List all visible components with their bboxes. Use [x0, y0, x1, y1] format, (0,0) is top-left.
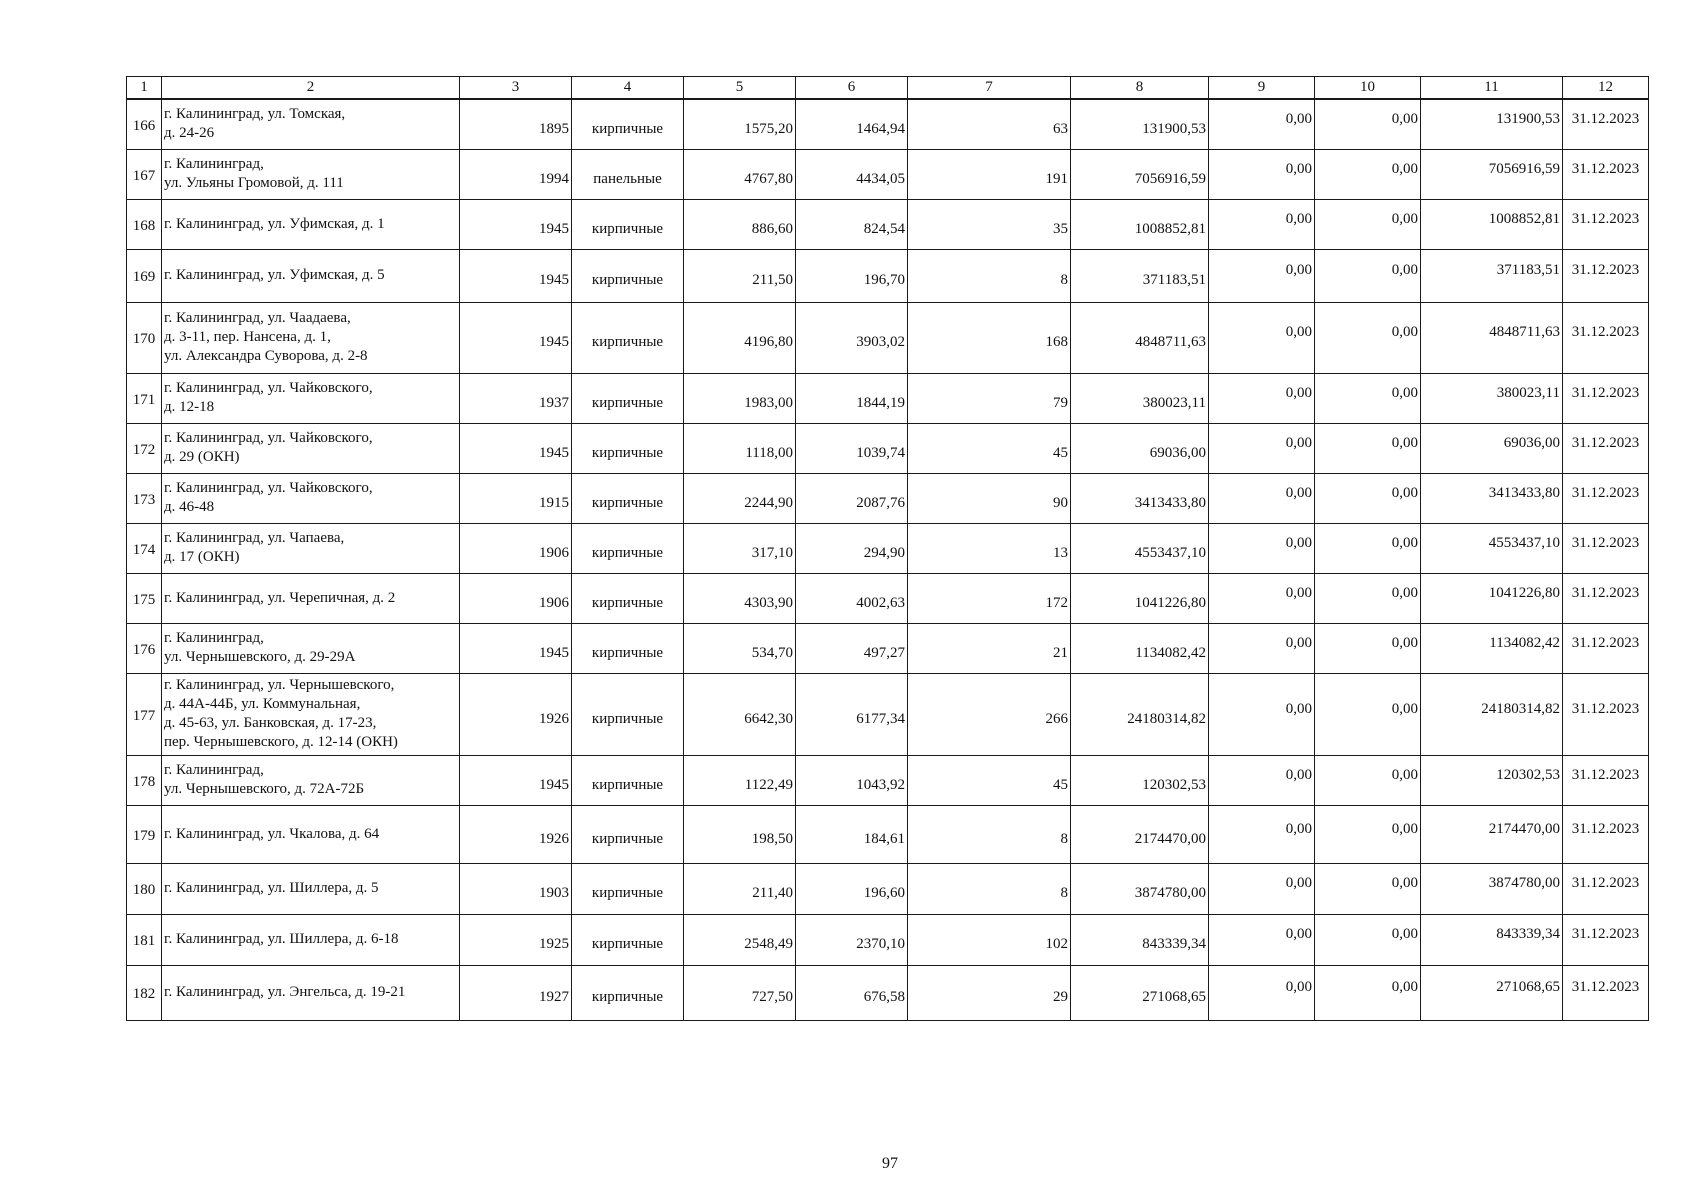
table-row	[127, 965, 1649, 1020]
value-col10-cell: 0,00	[1315, 99, 1421, 149]
column-header: 12	[1563, 77, 1649, 100]
residents-cell: 79	[908, 373, 1071, 423]
material-cell: кирпичные	[572, 302, 684, 373]
cost-cell: 7056916,59	[1071, 149, 1209, 199]
area-cell: 6642,30	[684, 673, 796, 755]
year-cell: 1945	[460, 249, 572, 302]
total-cell: 371183,51	[1421, 249, 1563, 302]
date-cell: 31.12.2023	[1563, 863, 1649, 914]
value-col9-cell: 0,00	[1209, 149, 1315, 199]
row-number: 171	[127, 373, 162, 423]
value-col9-cell: 0,00	[1209, 673, 1315, 755]
residents-cell: 63	[908, 99, 1071, 149]
residents-cell: 172	[908, 573, 1071, 623]
cost-cell: 4553437,10	[1071, 523, 1209, 573]
material-cell: кирпичные	[572, 373, 684, 423]
row-number: 166	[127, 99, 162, 149]
row-number: 176	[127, 623, 162, 673]
table-row	[127, 914, 1649, 965]
table-body	[127, 99, 1649, 1020]
material-cell: кирпичные	[572, 99, 684, 149]
residents-cell: 45	[908, 755, 1071, 805]
total-cell: 271068,65	[1421, 965, 1563, 1020]
year-cell: 1945	[460, 423, 572, 473]
value-col9-cell: 0,00	[1209, 523, 1315, 573]
page-number: 97	[882, 1155, 898, 1172]
residents-cell: 90	[908, 473, 1071, 523]
value-col9-cell: 0,00	[1209, 863, 1315, 914]
year-cell: 1945	[460, 302, 572, 373]
residents-cell: 13	[908, 523, 1071, 573]
area-cell: 1122,49	[684, 755, 796, 805]
date-cell: 31.12.2023	[1563, 149, 1649, 199]
material-cell: кирпичные	[572, 249, 684, 302]
address-cell: г. Калининград, ул. Чернышевского, д. 44А-44Б, ул. Коммунальная, д. 45-63, ул. Банковская, д. 17-23, пер. Чернышевского, д. 12-14 (ОКН)	[162, 673, 460, 755]
table-row	[127, 199, 1649, 249]
column-header: 9	[1209, 77, 1315, 100]
area-cell: 1575,20	[684, 99, 796, 149]
material-cell: кирпичные	[572, 673, 684, 755]
value-col9-cell: 0,00	[1209, 99, 1315, 149]
column-header: 6	[796, 77, 908, 100]
value-col9-cell: 0,00	[1209, 755, 1315, 805]
row-number: 181	[127, 914, 162, 965]
area-cell: 4303,90	[684, 573, 796, 623]
row-number: 169	[127, 249, 162, 302]
total-cell: 24180314,82	[1421, 673, 1563, 755]
total-cell: 4553437,10	[1421, 523, 1563, 573]
material-cell: кирпичные	[572, 523, 684, 573]
column-header: 4	[572, 77, 684, 100]
address-cell: г. Калининград, ул. Шиллера, д. 6-18	[162, 914, 460, 965]
year-cell: 1994	[460, 149, 572, 199]
date-cell: 31.12.2023	[1563, 302, 1649, 373]
value-col9-cell: 0,00	[1209, 623, 1315, 673]
residents-cell: 8	[908, 249, 1071, 302]
address-cell: г. Калининград, ул. Чайковского, д. 29 (ОКН)	[162, 423, 460, 473]
cost-cell: 131900,53	[1071, 99, 1209, 149]
table-row	[127, 863, 1649, 914]
residents-cell: 35	[908, 199, 1071, 249]
living-area-cell: 4002,63	[796, 573, 908, 623]
cost-cell: 24180314,82	[1071, 673, 1209, 755]
year-cell: 1895	[460, 99, 572, 149]
value-col9-cell: 0,00	[1209, 423, 1315, 473]
value-col9-cell: 0,00	[1209, 573, 1315, 623]
row-number: 173	[127, 473, 162, 523]
area-cell: 1118,00	[684, 423, 796, 473]
value-col9-cell: 0,00	[1209, 249, 1315, 302]
row-number: 167	[127, 149, 162, 199]
material-cell: кирпичные	[572, 914, 684, 965]
cost-cell: 371183,51	[1071, 249, 1209, 302]
value-col10-cell: 0,00	[1315, 623, 1421, 673]
living-area-cell: 184,61	[796, 805, 908, 863]
cost-cell: 1008852,81	[1071, 199, 1209, 249]
table-header-row	[127, 77, 1649, 100]
year-cell: 1906	[460, 523, 572, 573]
table-row	[127, 373, 1649, 423]
year-cell: 1906	[460, 573, 572, 623]
address-cell: г. Калининград, ул. Шиллера, д. 5	[162, 863, 460, 914]
residents-cell: 8	[908, 805, 1071, 863]
cost-cell: 843339,34	[1071, 914, 1209, 965]
living-area-cell: 824,54	[796, 199, 908, 249]
date-cell: 31.12.2023	[1563, 199, 1649, 249]
residents-cell: 21	[908, 623, 1071, 673]
total-cell: 4848711,63	[1421, 302, 1563, 373]
column-header: 8	[1071, 77, 1209, 100]
column-header: 1	[127, 77, 162, 100]
row-number: 178	[127, 755, 162, 805]
row-number: 180	[127, 863, 162, 914]
column-header: 2	[162, 77, 460, 100]
total-cell: 3413433,80	[1421, 473, 1563, 523]
material-cell: кирпичные	[572, 423, 684, 473]
date-cell: 31.12.2023	[1563, 99, 1649, 149]
housing-table	[126, 76, 1649, 1021]
living-area-cell: 3903,02	[796, 302, 908, 373]
table-row	[127, 249, 1649, 302]
row-number: 170	[127, 302, 162, 373]
area-cell: 1983,00	[684, 373, 796, 423]
area-cell: 211,50	[684, 249, 796, 302]
cost-cell: 3874780,00	[1071, 863, 1209, 914]
residents-cell: 8	[908, 863, 1071, 914]
year-cell: 1945	[460, 199, 572, 249]
date-cell: 31.12.2023	[1563, 965, 1649, 1020]
area-cell: 534,70	[684, 623, 796, 673]
cost-cell: 1041226,80	[1071, 573, 1209, 623]
material-cell: кирпичные	[572, 863, 684, 914]
date-cell: 31.12.2023	[1563, 423, 1649, 473]
area-cell: 211,40	[684, 863, 796, 914]
table-row	[127, 99, 1649, 149]
column-header: 11	[1421, 77, 1563, 100]
value-col9-cell: 0,00	[1209, 302, 1315, 373]
date-cell: 31.12.2023	[1563, 805, 1649, 863]
living-area-cell: 497,27	[796, 623, 908, 673]
residents-cell: 45	[908, 423, 1071, 473]
value-col9-cell: 0,00	[1209, 199, 1315, 249]
value-col9-cell: 0,00	[1209, 805, 1315, 863]
material-cell: кирпичные	[572, 805, 684, 863]
table-row	[127, 149, 1649, 199]
address-cell: г. Калининград, ул. Энгельса, д. 19-21	[162, 965, 460, 1020]
value-col10-cell: 0,00	[1315, 423, 1421, 473]
area-cell: 4767,80	[684, 149, 796, 199]
total-cell: 1041226,80	[1421, 573, 1563, 623]
table-row	[127, 805, 1649, 863]
total-cell: 120302,53	[1421, 755, 1563, 805]
row-number: 175	[127, 573, 162, 623]
row-number: 179	[127, 805, 162, 863]
total-cell: 3874780,00	[1421, 863, 1563, 914]
value-col10-cell: 0,00	[1315, 573, 1421, 623]
table-row	[127, 623, 1649, 673]
value-col10-cell: 0,00	[1315, 755, 1421, 805]
row-number: 177	[127, 673, 162, 755]
value-col9-cell: 0,00	[1209, 373, 1315, 423]
area-cell: 198,50	[684, 805, 796, 863]
table-row	[127, 473, 1649, 523]
area-cell: 886,60	[684, 199, 796, 249]
total-cell: 1134082,42	[1421, 623, 1563, 673]
material-cell: кирпичные	[572, 755, 684, 805]
value-col10-cell: 0,00	[1315, 914, 1421, 965]
residents-cell: 191	[908, 149, 1071, 199]
living-area-cell: 2370,10	[796, 914, 908, 965]
year-cell: 1903	[460, 863, 572, 914]
row-number: 172	[127, 423, 162, 473]
residents-cell: 102	[908, 914, 1071, 965]
date-cell: 31.12.2023	[1563, 914, 1649, 965]
table-row	[127, 523, 1649, 573]
living-area-cell: 6177,34	[796, 673, 908, 755]
year-cell: 1915	[460, 473, 572, 523]
material-cell: кирпичные	[572, 473, 684, 523]
table-row	[127, 302, 1649, 373]
living-area-cell: 2087,76	[796, 473, 908, 523]
material-cell: кирпичные	[572, 965, 684, 1020]
date-cell: 31.12.2023	[1563, 523, 1649, 573]
total-cell: 843339,34	[1421, 914, 1563, 965]
address-cell: г. Калининград, ул. Чернышевского, д. 29-29А	[162, 623, 460, 673]
material-cell: кирпичные	[572, 573, 684, 623]
address-cell: г. Калининград, ул. Чаадаева, д. 3-11, пер. Нансена, д. 1, ул. Александра Суворова, д. 2-8	[162, 302, 460, 373]
value-col10-cell: 0,00	[1315, 965, 1421, 1020]
value-col10-cell: 0,00	[1315, 673, 1421, 755]
value-col10-cell: 0,00	[1315, 149, 1421, 199]
area-cell: 2244,90	[684, 473, 796, 523]
living-area-cell: 1043,92	[796, 755, 908, 805]
total-cell: 7056916,59	[1421, 149, 1563, 199]
year-cell: 1945	[460, 623, 572, 673]
value-col10-cell: 0,00	[1315, 863, 1421, 914]
living-area-cell: 196,70	[796, 249, 908, 302]
address-cell: г. Калининград, ул. Чкалова, д. 64	[162, 805, 460, 863]
address-cell: г. Калининград, ул. Чернышевского, д. 72А-72Б	[162, 755, 460, 805]
area-cell: 2548,49	[684, 914, 796, 965]
cost-cell: 1134082,42	[1071, 623, 1209, 673]
column-header: 10	[1315, 77, 1421, 100]
total-cell: 1008852,81	[1421, 199, 1563, 249]
value-col10-cell: 0,00	[1315, 249, 1421, 302]
column-header: 3	[460, 77, 572, 100]
value-col9-cell: 0,00	[1209, 965, 1315, 1020]
cost-cell: 2174470,00	[1071, 805, 1209, 863]
row-number: 168	[127, 199, 162, 249]
date-cell: 31.12.2023	[1563, 673, 1649, 755]
material-cell: кирпичные	[572, 623, 684, 673]
material-cell: кирпичные	[572, 199, 684, 249]
year-cell: 1927	[460, 965, 572, 1020]
year-cell: 1945	[460, 755, 572, 805]
living-area-cell: 1844,19	[796, 373, 908, 423]
value-col10-cell: 0,00	[1315, 523, 1421, 573]
value-col10-cell: 0,00	[1315, 199, 1421, 249]
address-cell: г. Калининград, ул. Уфимская, д. 1	[162, 199, 460, 249]
address-cell: г. Калининград, ул. Чайковского, д. 12-18	[162, 373, 460, 423]
material-cell: панельные	[572, 149, 684, 199]
residents-cell: 168	[908, 302, 1071, 373]
area-cell: 4196,80	[684, 302, 796, 373]
total-cell: 131900,53	[1421, 99, 1563, 149]
date-cell: 31.12.2023	[1563, 755, 1649, 805]
total-cell: 380023,11	[1421, 373, 1563, 423]
date-cell: 31.12.2023	[1563, 249, 1649, 302]
address-cell: г. Калининград, ул. Ульяны Громовой, д. 111	[162, 149, 460, 199]
value-col10-cell: 0,00	[1315, 473, 1421, 523]
cost-cell: 4848711,63	[1071, 302, 1209, 373]
year-cell: 1925	[460, 914, 572, 965]
value-col10-cell: 0,00	[1315, 302, 1421, 373]
area-cell: 317,10	[684, 523, 796, 573]
living-area-cell: 4434,05	[796, 149, 908, 199]
address-cell: г. Калининград, ул. Чапаева, д. 17 (ОКН)	[162, 523, 460, 573]
living-area-cell: 294,90	[796, 523, 908, 573]
address-cell: г. Калининград, ул. Черепичная, д. 2	[162, 573, 460, 623]
year-cell: 1926	[460, 805, 572, 863]
date-cell: 31.12.2023	[1563, 473, 1649, 523]
living-area-cell: 676,58	[796, 965, 908, 1020]
address-cell: г. Калининград, ул. Томская, д. 24-26	[162, 99, 460, 149]
row-number: 174	[127, 523, 162, 573]
living-area-cell: 196,60	[796, 863, 908, 914]
date-cell: 31.12.2023	[1563, 623, 1649, 673]
table-row	[127, 673, 1649, 755]
cost-cell: 380023,11	[1071, 373, 1209, 423]
table-row	[127, 755, 1649, 805]
table-row	[127, 423, 1649, 473]
total-cell: 2174470,00	[1421, 805, 1563, 863]
column-header: 5	[684, 77, 796, 100]
year-cell: 1926	[460, 673, 572, 755]
total-cell: 69036,00	[1421, 423, 1563, 473]
date-cell: 31.12.2023	[1563, 573, 1649, 623]
residents-cell: 29	[908, 965, 1071, 1020]
cost-cell: 69036,00	[1071, 423, 1209, 473]
row-number: 182	[127, 965, 162, 1020]
living-area-cell: 1039,74	[796, 423, 908, 473]
residents-cell: 266	[908, 673, 1071, 755]
living-area-cell: 1464,94	[796, 99, 908, 149]
table-row	[127, 573, 1649, 623]
cost-cell: 271068,65	[1071, 965, 1209, 1020]
area-cell: 727,50	[684, 965, 796, 1020]
column-header: 7	[908, 77, 1071, 100]
value-col9-cell: 0,00	[1209, 914, 1315, 965]
cost-cell: 120302,53	[1071, 755, 1209, 805]
value-col10-cell: 0,00	[1315, 373, 1421, 423]
year-cell: 1937	[460, 373, 572, 423]
address-cell: г. Калининград, ул. Чайковского, д. 46-48	[162, 473, 460, 523]
date-cell: 31.12.2023	[1563, 373, 1649, 423]
value-col9-cell: 0,00	[1209, 473, 1315, 523]
cost-cell: 3413433,80	[1071, 473, 1209, 523]
value-col10-cell: 0,00	[1315, 805, 1421, 863]
address-cell: г. Калининград, ул. Уфимская, д. 5	[162, 249, 460, 302]
